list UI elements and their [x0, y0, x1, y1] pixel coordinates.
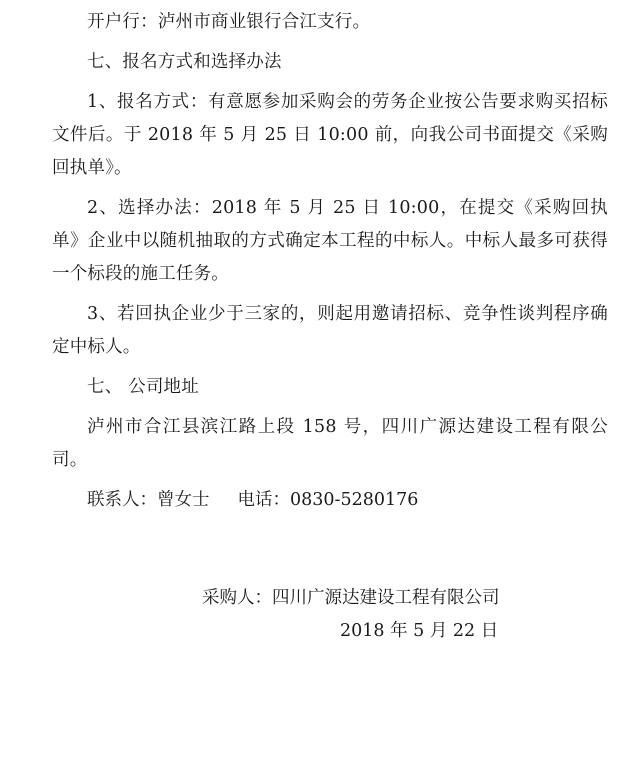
contact-phone-number: 0830-5280176 [290, 490, 419, 510]
signature-spacer [52, 524, 608, 582]
signature-date: 2018 年 5 月 22 日 [340, 621, 499, 641]
contact-person-name: 曾女士 [157, 490, 210, 510]
contact-phone-label: 电话： [237, 490, 290, 510]
paragraph-selection-method: 2、选择办法：2018 年 5 月 25 日 10:00，在提交《采购回执单》企业中以随机抽取的方式确定本工程的中标人。中标人最多可获得一个标段的施工任务。 [52, 198, 608, 284]
paragraph-fewer-than-three: 3、若回执企业少于三家的，则起用邀请招标、竞争性谈判程序确定中标人。 [52, 304, 608, 357]
signature-buyer-line [52, 582, 608, 615]
contact-person-label: 联系人： [87, 490, 157, 510]
paragraph-company-address: 泸州市合江县滨江路上段 158 号，四川广源达建设工程有限公司。 [52, 417, 608, 470]
heading-section-seven: 七、报名方式和选择办法 [87, 52, 282, 72]
paragraph-registration-method: 1、报名方式：有意愿参加采购会的劳务企业按公告要求购买招标文件后。于 2018 年 5 月 25 日 10:00 前，向我公司书面提交《采购回执单》。 [52, 92, 608, 178]
paragraph-bank-line: 开户行：泸州市商业银行合江支行。 [87, 12, 371, 32]
heading-company-address: 七、 公司地址 [87, 377, 199, 397]
signature-buyer-label: 采购人： [202, 588, 272, 608]
contact-line [52, 484, 608, 517]
signature-buyer-name: 四川广源达建设工程有限公司 [272, 588, 500, 608]
